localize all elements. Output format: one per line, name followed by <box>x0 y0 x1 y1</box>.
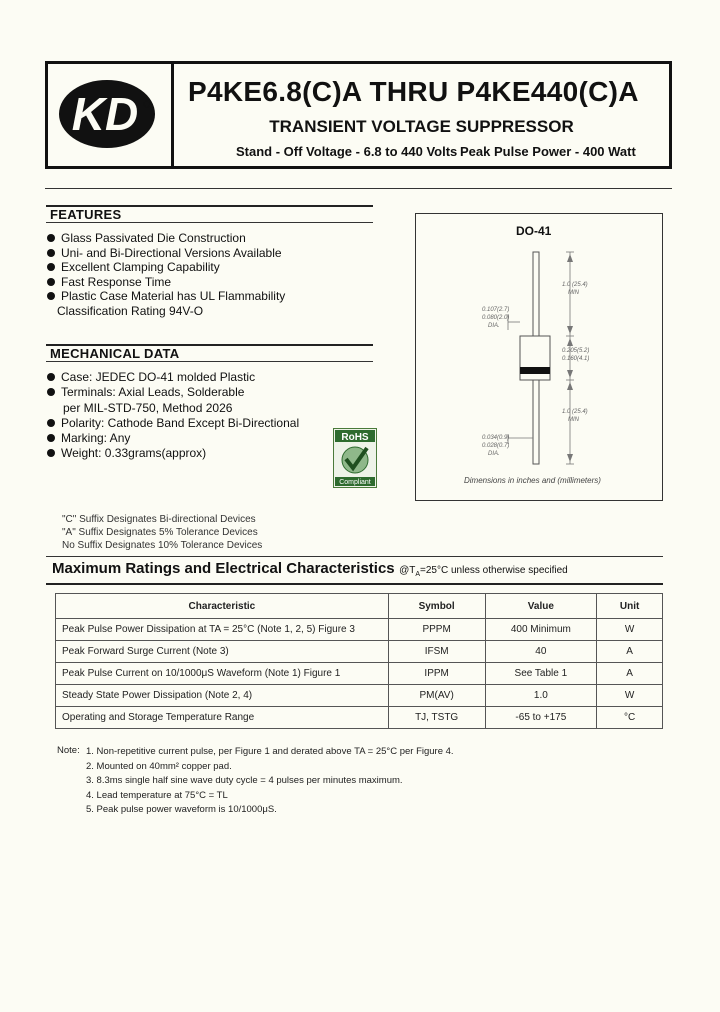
list-item: Excellent Clamping Capability <box>47 260 285 275</box>
suffix-notes <box>62 513 262 552</box>
kd-logo <box>55 74 163 154</box>
list-item: Polarity: Cathode Band Except Bi-Directional <box>47 416 299 431</box>
col-header: Symbol <box>388 594 485 619</box>
list-item-continuation: per MIL-STD-750, Method 2026 <box>63 400 233 415</box>
bullet-icon <box>47 388 55 396</box>
col-header: Value <box>485 594 597 619</box>
logo-cell <box>48 64 174 166</box>
divider <box>46 556 663 557</box>
package-diagram: DO-41 1.0 (25.4) MIN 0.107(2.7) 0.080(2.0) DIA. 0.205(5.2) 0.160(4.1) 1.0 (25.4) MIN 0.034(0.9) 0.028(0.7) DIA. Dimensions in inches and (millimeters) <box>415 213 663 501</box>
svg-text:Compliant: Compliant <box>339 479 371 486</box>
peak-pulse-power: Peak Pulse Power - 400 Watt <box>460 144 636 159</box>
note-item: 1. Non-repetitive current pulse, per Figure 1 and derated above TA = 25°C per Figure 4. <box>86 746 454 757</box>
standoff-voltage: Stand - Off Voltage - 6.8 to 440 Volts <box>236 144 458 159</box>
diode-drawing <box>416 214 662 500</box>
bullet-icon <box>47 234 55 242</box>
list-item: Fast Response Time <box>47 275 285 290</box>
svg-text:RoHS: RoHS <box>341 432 369 443</box>
table-row: Peak Forward Surge Current (Note 3) IFSM 40 A <box>56 641 663 663</box>
package-title: DO-41 <box>516 224 552 238</box>
list-item: Terminals: Axial Leads, Solderable <box>47 385 299 400</box>
suffix-note: "A" Suffix Designates 5% Tolerance Devices <box>62 527 258 538</box>
features-rule-bottom <box>46 222 373 223</box>
note-item: 5. Peak pulse power waveform is 10/1000μS. <box>86 804 277 815</box>
package-caption: Dimensions in inches and (millimeters) <box>464 476 601 485</box>
note-item: 4. Lead temperature at 75°C = TL <box>86 789 228 801</box>
list-item: Weight: 0.33grams(approx) <box>47 446 299 461</box>
notes-label: Note: <box>57 745 80 756</box>
rohs-icon <box>333 428 377 488</box>
rohs-badge <box>333 428 377 488</box>
characteristics-table <box>55 593 663 729</box>
bullet-icon <box>47 263 55 271</box>
notes-list <box>86 745 454 818</box>
bullet-icon <box>47 249 55 257</box>
suffix-note: "C" Suffix Designates Bi-directional Devices <box>62 514 256 525</box>
list-item: Glass Passivated Die Construction <box>47 231 285 246</box>
table-row: Steady State Power Dissipation (Note 2, 4) PM(AV) 1.0 W <box>56 685 663 707</box>
table-row: Operating and Storage Temperature Range TJ, TSTG -65 to +175 °C <box>56 707 663 729</box>
ratings-condition: $@T_A=25^\circ C$ unless otherwise specified <box>399 565 568 578</box>
table-header-row <box>56 594 663 619</box>
bullet-icon <box>47 434 55 442</box>
mechanical-list <box>47 370 299 462</box>
page-title: P4KE6.8(C)A THRU P4KE440(C)A <box>188 76 639 107</box>
mechanical-rule-bottom <box>46 361 373 362</box>
features-list <box>47 231 285 319</box>
list-item: Case: JEDEC DO-41 molded Plastic <box>47 370 299 385</box>
note-item: 2. Mounted on 40mm² copper pad. <box>86 760 232 772</box>
list-item-continuation: Classification Rating 94V-O <box>57 303 204 318</box>
ratings-title: Maximum Ratings and Electrical Characteristics <box>52 560 395 577</box>
suffix-note: No Suffix Designates 10% Tolerance Devices <box>62 540 263 551</box>
table-row: Peak Pulse Current on 10/1000μS Waveform (Note 1) Figure 1 IPPM See Table 1 A <box>56 663 663 685</box>
mechanical-title: MECHANICAL DATA <box>50 346 180 361</box>
divider <box>46 583 663 585</box>
divider <box>45 188 672 189</box>
table-row: Peak Pulse Power Dissipation at TA = 25°C (Note 1, 2, 5) Figure 3 PPPM 400 Minimum W <box>56 619 663 641</box>
bullet-icon <box>47 292 55 300</box>
list-item: Marking: Any <box>47 431 299 446</box>
subtitle: TRANSIENT VOLTAGE SUPPRESSOR <box>269 117 574 136</box>
bullet-icon <box>47 278 55 286</box>
features-title: FEATURES <box>50 207 122 222</box>
col-header: Characteristic <box>56 594 389 619</box>
logo-text: KD <box>71 88 139 140</box>
bullet-icon <box>47 419 55 427</box>
col-header: Unit <box>597 594 663 619</box>
bullet-icon <box>47 373 55 381</box>
header-box <box>45 61 672 169</box>
ratings-heading <box>52 560 568 578</box>
note-item: 3. 8.3ms single half sine wave duty cycle = 4 pulses per minutes maximum. <box>86 775 403 786</box>
list-item: Plastic Case Material has UL Flammability <box>47 289 285 304</box>
bullet-icon <box>47 449 55 457</box>
list-item: Uni- and Bi-Directional Versions Available <box>47 246 285 261</box>
